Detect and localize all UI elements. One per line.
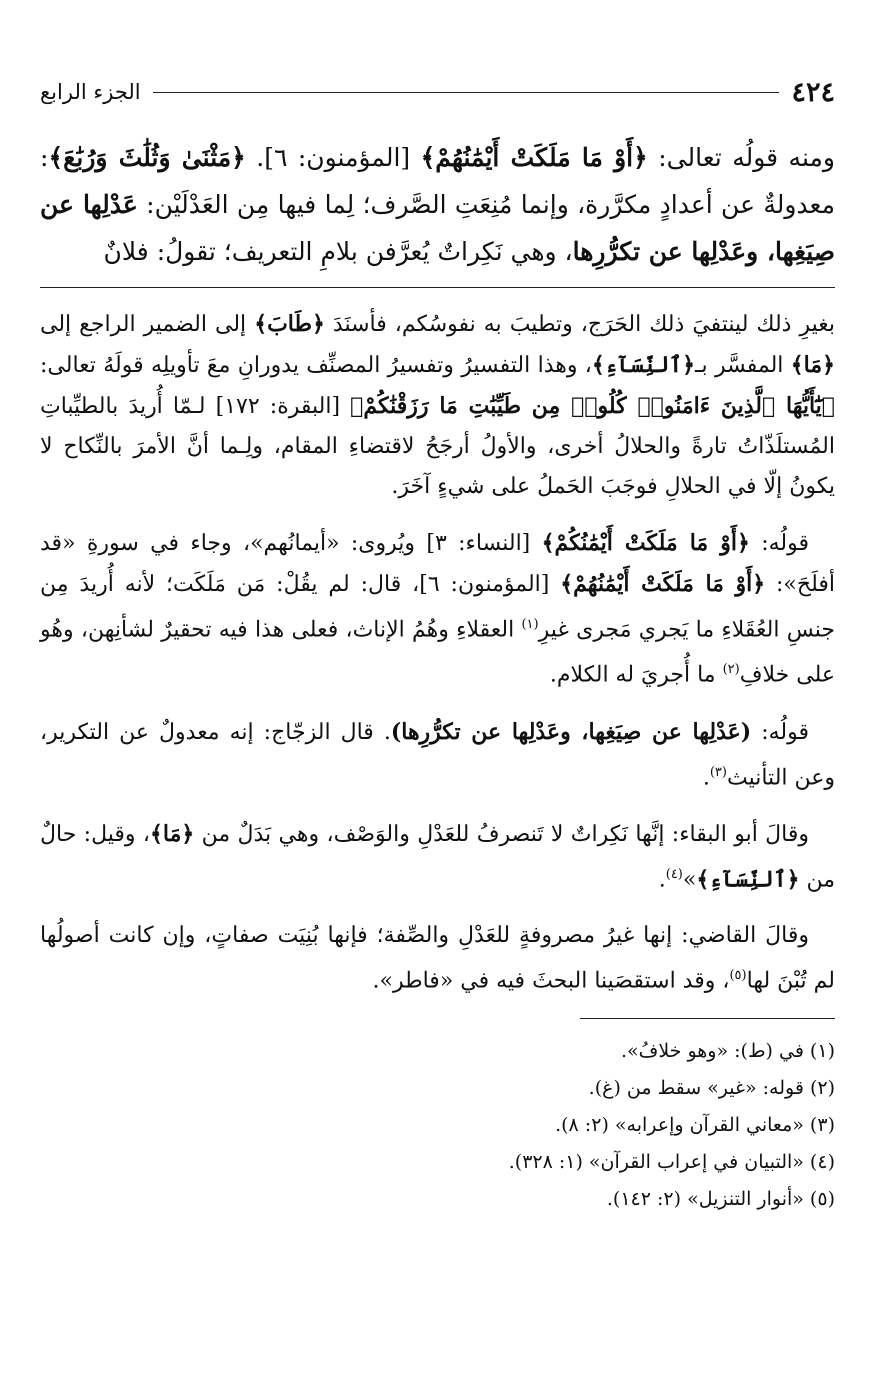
text-segment: ، وقد استقصَينا البحثَ فيه في «فاطر». [372, 968, 730, 994]
text-segment: قولُه: [749, 531, 809, 556]
text-segment: [المؤمنون: ٦]. [245, 143, 421, 172]
commentary [40, 304, 835, 1002]
text-segment: بغيرِ ذلك لينتفيَ ذلك الحَرَج، وتطيبَ به نفوسُكم، فأسنَدَ [324, 312, 836, 337]
quran-quote: ﴿مَثْنَىٰ وَثُلَٰثَ وَرُبَٰعَ﴾ [48, 143, 246, 172]
text-segment: المفسَّر بـ [695, 353, 791, 378]
quran-quote: ﴿يَٰٓأَيُّهَا ٱلَّذِينَ ءَامَنُوا۟ كُلُوا۟ مِن طَيِّبَٰتِ مَا رَزَقْنَٰكُمْ﴾ [350, 393, 835, 419]
quran-quote: ﴿مَا﴾ [149, 820, 195, 847]
quran-quote: ﴿ٱلنِّسَآءِ﴾ [591, 352, 696, 378]
commentary-paragraph [40, 304, 835, 507]
commentary-paragraph [40, 712, 835, 798]
text-segment: وقالَ القاضي: إنها غيرُ مصروفةٍ للعَدْلِ والصِّفة؛ فإنها بُنِيَت صفاتٍ، وإن كانت أصولُها لم تُبْنَ لها [40, 923, 835, 994]
footnote-item: (٣) «معاني القرآن وإعرابه» (٢: ٨). [555, 1113, 835, 1136]
text-segment: [البقرة: ١٧٢] لـمّا أُريدَ بالطيِّباتِ المُستلَذّاتُ تارةً والحلالُ أخرى، والأولُ أرجَحُ لاقتضاءِ المقام، ولِـما أنَّ الأمرَ بالنِّكاح لا يكونُ إلّا في الحلالِ فوجَبَ الحَملُ على شيءٍ آخَرَ. [40, 394, 835, 499]
footnote-ref[interactable]: (٢) [722, 662, 740, 678]
text-segment: . [658, 867, 666, 893]
text-divider [40, 287, 835, 288]
part-title: الجزء الرابع [40, 80, 141, 104]
text-segment: ، وهي نَكِراتٌ يُعرَّفن بلامِ التعريف؛ تقولُ: فلانٌ [103, 237, 573, 266]
quran-quote: ﴿أَوْ مَا مَلَكَتْ أَيْمَٰنُكُمْ﴾ [541, 530, 750, 556]
text-segment: » [682, 867, 697, 893]
text-segment: [النساء: ٣] ويُروى: «أيمانُهم»، وجاء في سورةِ «قد أفلَحَ»: [40, 531, 835, 597]
header-rule [153, 91, 780, 93]
footnote-ref[interactable]: (١) [521, 617, 539, 632]
running-header [40, 72, 835, 112]
text-segment: ، وهذا التفسيرُ وتفسيرُ المصنِّف يدورانِ معَ تأويلِه قولَهُ تعالى: [40, 353, 592, 378]
text-segment: وقالَ أبو البقاء: إنَّها نَكِراتٌ لا تَنصرفُ للعَدْلِ والوَصْف، وهي بَدَلٌ من [194, 821, 809, 847]
text-segment: . قال الزجّاج: إنه معدولٌ عن التكرير، وعن التأنيث [40, 719, 835, 790]
footnote-ref[interactable]: (٣) [709, 764, 727, 780]
quran-quote: ﴿طَابَ﴾ [254, 311, 325, 337]
footnote-rule [580, 1018, 835, 1019]
text-segment: ، وقيل: حالٌ من [40, 821, 835, 893]
text-segment: قولُه: [751, 719, 809, 745]
commentary-paragraph [40, 523, 835, 696]
main-text [40, 134, 835, 275]
text-segment: : معدولةٌ عن أعدادٍ مكرَّرة، وإنما مُنِعَتِ الصَّرف؛ لِما فيها مِن العَدْلَيْن: [40, 143, 836, 219]
book-page [40, 72, 835, 1218]
text-segment: ما أُجريَ له الكلام. [549, 662, 723, 688]
quran-quote: ﴿ٱلنِّسَآءِ﴾ [696, 866, 800, 893]
footnote-ref[interactable]: (٥) [729, 968, 747, 984]
footnote-item: (١) في (ط): «وهو خلافُ». [620, 1039, 835, 1062]
page-number: ٤٢٤ [791, 76, 835, 108]
text-segment: العقلاءِ وهُمُ الإناث، فعلى هذا فيه تحقيرٌ لشأنِهن، وهُو على خلافِ [40, 617, 835, 688]
footnotes [40, 1033, 835, 1218]
footnote-item: (٥) «أنوار التنزيل» (٢: ١٤٢). [606, 1187, 835, 1210]
text-segment: [المؤمنون: ٦]، قال: لم يقُلْ: مَن مَلَكَت؛ لأنه أُريدَ مِن جنسِ العُقَلاءِ ما يَجري مَجرى غيرِ [40, 572, 835, 643]
quran-quote: ﴿أَوْ مَا مَلَكَتْ أَيْمَٰنُهُمْ﴾ [560, 571, 766, 597]
footnote-item: (٤) «التبيان في إعراب القرآن» (١: ٣٢٨). [508, 1150, 835, 1173]
quran-quote: ﴿مَا﴾ [790, 352, 835, 378]
bold-phrase: عَدْلِها عن صِيَغِها، وعَدْلِها عن تكرُّرِها [40, 190, 835, 266]
bold-phrase: (عَدْلِها عن صِيَغِها، وعَدْلِها عن تكرُّرِها) [390, 718, 752, 745]
text-segment: ومنه قولُه تعالى: [647, 143, 835, 172]
commentary-paragraph [40, 814, 835, 900]
text-segment: إلى الضمير الراجع إلى [40, 312, 255, 337]
footnote-ref[interactable]: (٤) [665, 866, 683, 882]
footnote-item: (٢) قوله: «غير» سقط من (غ). [588, 1076, 835, 1099]
quran-quote: ﴿أَوْ مَا مَلَكَتْ أَيْمَٰنُهُمْ﴾ [420, 143, 648, 172]
commentary-paragraph [40, 916, 835, 1001]
text-segment: . [702, 764, 710, 790]
